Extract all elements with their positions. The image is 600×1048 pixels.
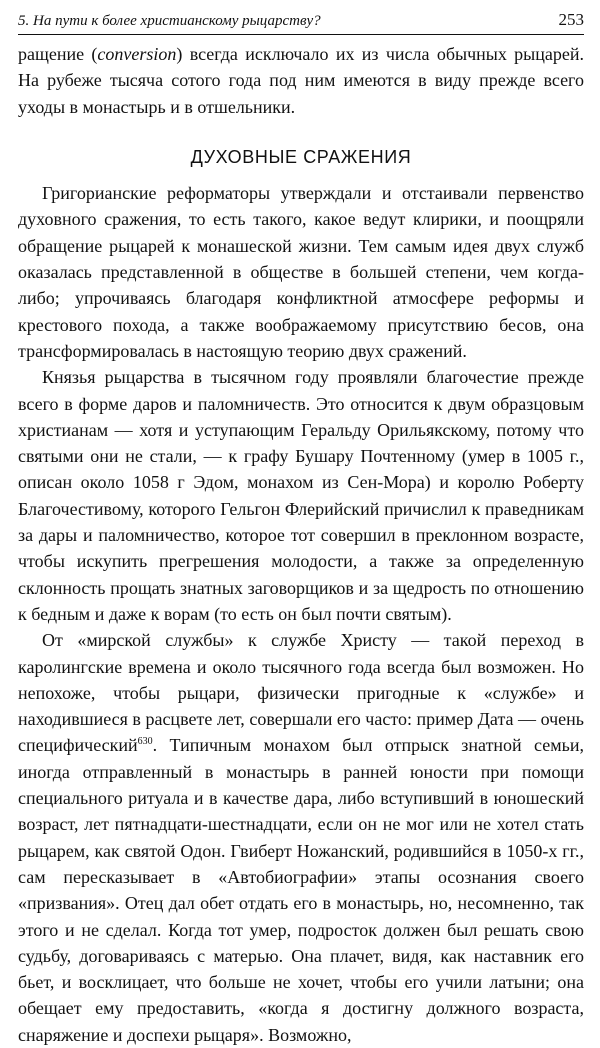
page-body: [18, 41, 584, 1048]
paragraph-text: ) всегда исключало их из числа обычных рыцарей. На рубеже тысяча сотого года под ним имеются в виду прежде всего уходы в монастырь и в отшельники.: [18, 44, 584, 117]
paragraph-worldly-service: [18, 627, 584, 1048]
footnote-ref[interactable]: 630: [137, 736, 153, 748]
paragraph-text: От «мирской службы» к службе Христу — такой переход в каролингские времена и около тысячного года всегда был возможен. Но непохоже, чтобы рыцари, физически пригодные к «службе» и находившиеся в расцвете лет, совершали его часто: пример Дата — очень специфический: [18, 630, 584, 756]
paragraph-continued: [18, 41, 584, 120]
section-heading: ДУХОВНЫЕ СРАЖЕНИЯ: [190, 146, 412, 167]
paragraph-text: . Типичным монахом был отпрыск знатной семьи, иногда отправленный в монастырь в ранней юности при помощи специального ритуала и в качестве дара, либо вступивший в юношеский возраст, лет пятнадцати-шестнадцати, если он не мог или не хотел стать рыцарем, как святой Одон. Гвиберт Ножанский, родившийся в 1050-х гг., сам пересказывает в «Автобиографии» этапы осознания своего «призвания». Отец дал обет отдать его в монастырь, но, несомненно, так этого и не сделал. Когда тот умер, подросток должен был решать свою судьбу, договариваясь с матерью. Она плачет, видя, как наставник его бьет, и восклицает, что больше не хочет, чтобы его учили латыни; она обещает ему предоставить, «когда я достигну должного возраста, снаряжение и доспехи рыцаря». Возможно,: [18, 735, 584, 1045]
running-head: [18, 10, 584, 35]
paragraph-gregorian-reformers: Григорианские реформаторы утверждали и отстаивали первенство духовного сражения, то есть такого, какое ведут клирики, и поощряли обращение рыцарей к монашеской жизни. Тем самым идея двух служб оказалась представленной в обществе в большей степени, чем когда-либо; упрочиваясь благодаря конфликтной атмосфере реформы и крестового похода, а также воображаемому присутствию бесов, она трансформировалась в настоящую теорию двух сражений.: [18, 183, 584, 361]
paragraph-princes-of-chivalry: Князья рыцарства в тысячном году проявляли благочестие прежде всего в форме даров и паломничеств. Это относится к двум образцовым христианам — хотя и уступающим Геральду Орильякскому, потому что святыми они не стали, — к графу Бушару Почтенному (умер в 1005 г., описан около 1058 г Эдом, монахом из Сен-Мора) и королю Роберту Благочестивому, которого Гельгон Флерийский причислил к праведникам за дары и паломничество, которое тот совершил в преклонном возрасте, чтобы искупить прегрешения молодости, а также за определенную склонность прощать знатных заговорщиков и за щедрость по отношению к бедным и даже к ворам (то есть он был почти святым).: [18, 367, 584, 624]
book-page: [18, 10, 584, 1048]
page-number: 253: [558, 10, 584, 29]
italic-term: conversion: [97, 44, 177, 64]
paragraph-text: ращение (: [18, 44, 98, 64]
chapter-title: 5. На пути к более христианскому рыцарству?: [18, 13, 321, 29]
